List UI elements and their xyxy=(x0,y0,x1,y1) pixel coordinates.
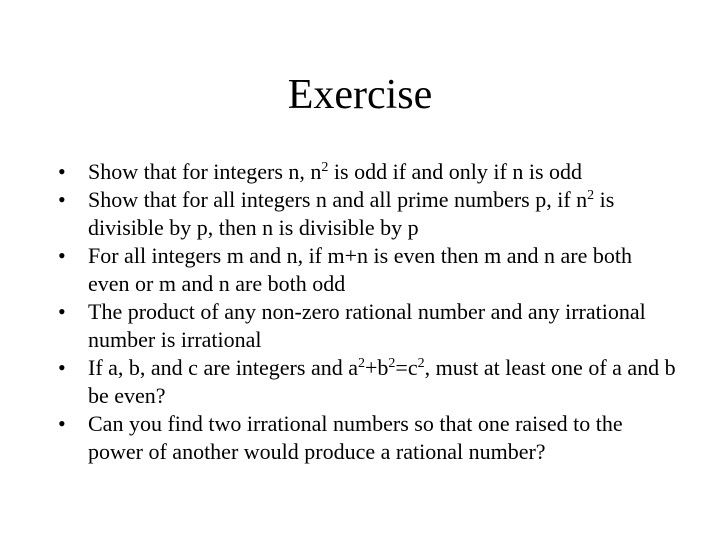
bullet-item xyxy=(58,158,678,186)
text-segment: is odd if and only if n is odd xyxy=(328,159,583,184)
text-segment: If a, b, and c are integers and a xyxy=(88,355,358,380)
superscript: 2 xyxy=(388,356,396,371)
bullet-text xyxy=(88,242,678,298)
superscript: 2 xyxy=(357,356,365,371)
bullet-icon: • xyxy=(58,355,66,380)
bullet-item xyxy=(58,242,678,298)
text-segment: For all integers m and n, if m+n is even then m and n are both even or m and n are both odd xyxy=(88,243,632,296)
superscript: 2 xyxy=(417,356,425,371)
text-segment: Show that for integers n, n xyxy=(88,159,322,184)
bullet-icon: • xyxy=(58,299,66,324)
bullet-icon: • xyxy=(58,411,66,436)
text-segment: is divisible by p, then n is divisible by p xyxy=(88,187,615,240)
bullet-text xyxy=(88,298,678,354)
bullet-list xyxy=(58,158,678,466)
text-segment: Show that for all integers n and all prime numbers p, if n xyxy=(88,187,588,212)
text-segment: =c xyxy=(395,355,418,380)
bullet-text xyxy=(88,354,678,410)
text-segment: , must at least one of a and b be even? xyxy=(88,355,676,408)
bullet-text xyxy=(88,186,678,242)
superscript: 2 xyxy=(321,160,329,175)
bullet-text xyxy=(88,158,678,186)
bullet-icon: • xyxy=(58,187,66,212)
bullet-item xyxy=(58,298,678,354)
text-segment: Can you find two irrational numbers so that one raised to the power of another would produce a rational number? xyxy=(88,411,623,464)
bullet-icon: • xyxy=(58,159,66,184)
bullet-icon: • xyxy=(58,243,66,268)
text-segment: +b xyxy=(364,355,389,380)
bullet-item xyxy=(58,354,678,410)
superscript: 2 xyxy=(587,188,595,203)
text-segment: The product of any non-zero rational number and any irrational number is irrational xyxy=(88,299,646,352)
bullet-item xyxy=(58,186,678,242)
bullet-text xyxy=(88,410,678,466)
bullet-item xyxy=(58,410,678,466)
slide-title: Exercise xyxy=(287,72,433,118)
